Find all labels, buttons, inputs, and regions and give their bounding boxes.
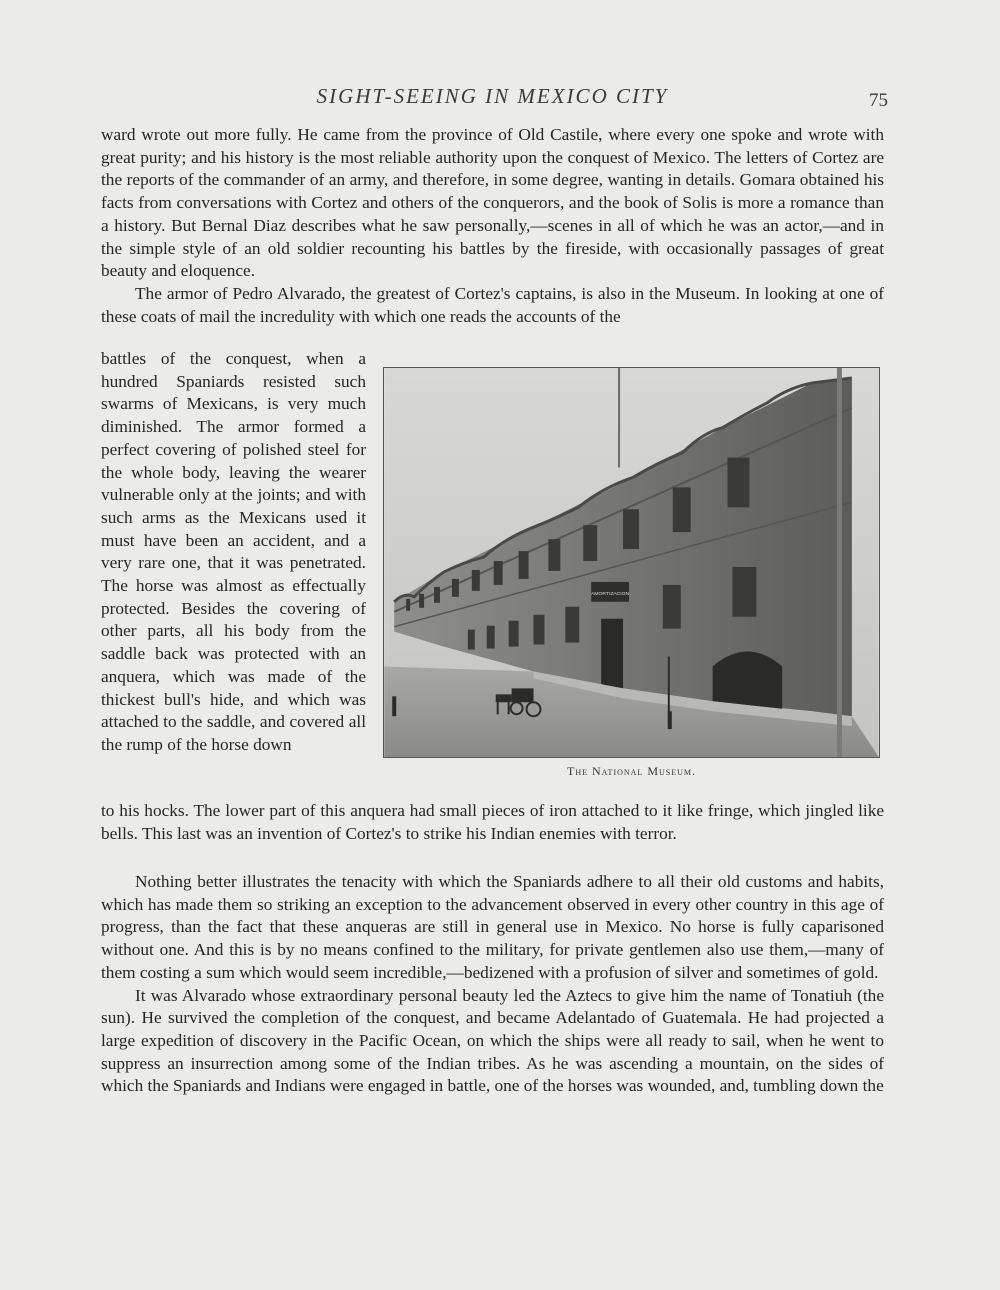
- body-text-continuation: [101, 800, 884, 845]
- paragraph: Nothing better illustrates the tenacity with which the Spaniards adhere to all their old customs and habits, which has made them so striking an exception to the advancement observed in every other country in this age of progress, than the fact that these anqueras are still in general use in Mexico. No horse is fully caparisoned without one. And this is by no means confined to the military, for private gentlemen also use them,—many of them costing a sum which would seem incredible,—bedizened with a profusion of silver and sometimes of gold.: [101, 872, 884, 982]
- wrapped-text-column: battles of the conquest, when a hundred Spaniards resisted such swarms of Mexicans, is very much diminished. The armor formed a perfect covering of polished steel for the whole body, leaving the wearer vulnerable only at the joints; and with such arms as the Mexicans used it must have been an accident, and a very rare one, that it was penetrated. The horse was almost as effectually protected. Besides the covering of other parts, all his body from the saddle back was protected with an anquera, which was made of the thickest bull's hide, and which was attached to the saddle, and covered all the rump of the horse down: [101, 349, 366, 754]
- page-number: 75: [869, 90, 888, 111]
- paragraph: to his hocks. The lower part of this anquera had small pieces of iron attached to it like fringe, which jingled like bells. This last was an invention of Cortez's to strike his Indian enemies with terror.: [101, 801, 884, 843]
- figure-caption: The National Museum.: [567, 764, 696, 778]
- body-text-top: [101, 124, 884, 328]
- page-header: [0, 84, 1000, 114]
- paragraph: ward wrote out more fully. He came from the province of Old Castile, where every one spoke and wrote with great purity; and his history is the most reliable authority upon the conquest of Mexico. The letters of Cortez are the reports of the commander of an army, and therefore, in some degree, wanting in details. Gomara obtained his facts from conversations with Cortez and others of the conquerors, and the book of Solis is more a romance than a history. But Bernal Diaz describes what he saw personally,—scenes in all of which he was an actor,—and in the simple style of an old soldier recounting his battles by the fireside, with occasionally passages of great beauty and eloquence.: [101, 125, 884, 281]
- national-museum-photo: [383, 367, 880, 758]
- facade-sign: AMORTIZACION: [591, 591, 630, 597]
- figure: [383, 367, 880, 758]
- body-text-bottom: [101, 871, 884, 1098]
- paragraph: It was Alvarado whose extraordinary personal beauty led the Aztecs to give him the name of Tonatiuh (the sun). He survived the completion of the conquest, and became Adelantado of Guatemala. He had projected a large expedition of discovery in the Pacific Ocean, on which the ships were all ready to sail, when he went to suppress an insurrection among some of the Indian tribes. As he was ascending a mountain, on the sides of which the Spaniards and Indians were engaged in battle, one of the horses was wounded, and, tumbling down the: [101, 985, 884, 1096]
- paragraph: The armor of Pedro Alvarado, the greatest of Cortez's captains, is also in the Museum. In looking at one of these coats of mail the incredulity with which one reads the accounts of the: [101, 283, 884, 326]
- running-title: SIGHT-SEEING IN MEXICO CITY: [316, 84, 669, 108]
